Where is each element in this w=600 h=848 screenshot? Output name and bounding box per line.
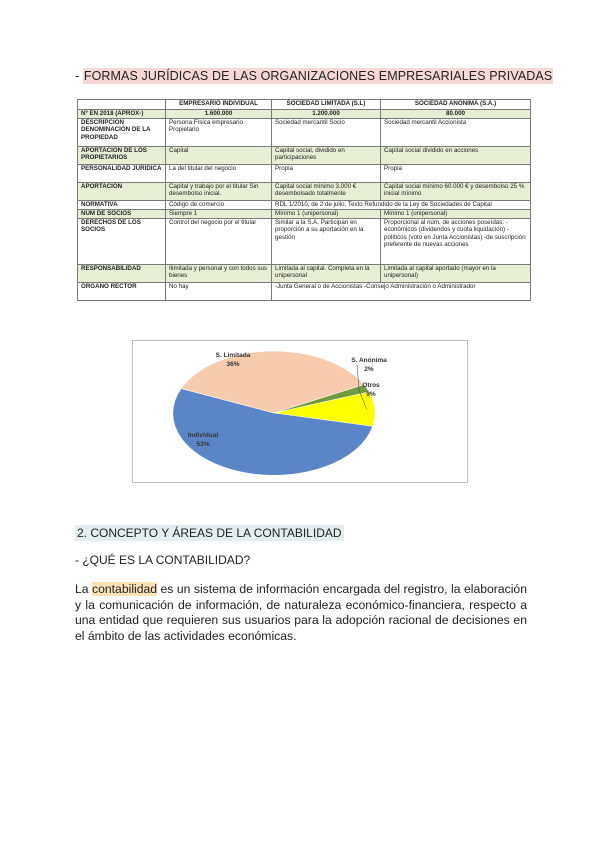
- table-cell: -Junta General o de Accionistas -Consejo Administración o Administrador: [272, 283, 531, 301]
- table-cell: Ilimitada y personal y con todos sus bienes: [166, 265, 272, 283]
- table-row: [78, 201, 531, 210]
- slice-label-name: Otros: [362, 382, 380, 389]
- table-cell: Similar a la S.A. Participan en proporción a su aportación en la gestión: [272, 219, 381, 265]
- table-row: [78, 219, 531, 265]
- table-row: [78, 110, 531, 119]
- table-cell: Propia: [272, 165, 381, 183]
- table-header-cell: EMPRESARIO INDIVIDUAL: [166, 100, 272, 110]
- slice-label-name: S. Anónima: [351, 357, 387, 364]
- table-row: [78, 210, 531, 219]
- slice-label-value: 2%: [364, 366, 374, 373]
- table-cell: Mínimo 1 (unipersonal): [381, 210, 531, 219]
- heading-prefix: -: [75, 69, 83, 83]
- table-cell: Limitada al capital. Completa en la unipersonal: [272, 265, 381, 283]
- subheading-que-es: - ¿QUÉ ES LA CONTABILIDAD?: [75, 553, 251, 567]
- legal-forms-table: [77, 99, 531, 301]
- table-cell: Sociedad mercantil Accionista: [381, 119, 531, 147]
- table-row: [78, 147, 531, 165]
- heading-text: FORMAS JURÍDICAS DE LAS ORGANIZACIONES EMPRESARIALES PRIVADAS: [83, 69, 553, 83]
- table-cell: 1.200.000: [272, 110, 381, 119]
- definition-paragraph: [75, 582, 527, 644]
- row-label: DESCRIPCIÓN DENOMINACIÓN DE LA PROPIEDAD: [78, 119, 166, 147]
- table-header-cell: SOCIEDAD LIMITADA (S.L): [272, 100, 381, 110]
- pie-chart-svg: [133, 341, 467, 482]
- table-cell: Siempre 1: [166, 210, 272, 219]
- table-cell: La del titular del negocio: [166, 165, 272, 183]
- table-cell: Proporcional al núm. de acciones poseídas: -económicos (dividendos y cuota liquidación) -políticos (voto en Junta Accionistas) -de suscripción preferente de nuevas acciones: [381, 219, 531, 265]
- table-row: [78, 119, 531, 147]
- row-label: APORTACION DE LOS PROPIETARIOS: [78, 147, 166, 165]
- table-cell: Capital social mínimo 60.000 € y desembolso 25 % inicial mínimo: [381, 183, 531, 201]
- section-heading-contabilidad: [75, 526, 344, 540]
- table-cell: No hay: [166, 283, 272, 301]
- table-cell: Mínimo 1 (unipersonal): [272, 210, 381, 219]
- table-cell: Control del negocio por el titular: [166, 219, 272, 265]
- table-cell: Persona Física empresario Propietario: [166, 119, 272, 147]
- row-label: ÓRGANO RECTOR: [78, 283, 166, 301]
- table-cell: Propia: [381, 165, 531, 183]
- paragraph-rest: es un sistema de información encargada del registro, la elaboración y la comunicación de información, de naturaleza económico-financiera, respecto a una entidad que requieren sus usuarios para la adopción racional de decisiones en el ámbito de las actividades económicas.: [75, 582, 527, 643]
- row-label: RESPONSABILIDAD: [78, 265, 166, 283]
- legal-forms-pie-chart: [132, 340, 468, 483]
- row-label: DERECHOS DE LOS SOCIOS: [78, 219, 166, 265]
- table-cell: Capital social, dividido en participaciones: [272, 147, 381, 165]
- table-cell: Capital social mínimo 3.000 € desembolsado totalmente: [272, 183, 381, 201]
- table-row: [78, 265, 531, 283]
- slice-label-value: 36%: [226, 361, 240, 368]
- table-row: [78, 165, 531, 183]
- table-cell: Código de comercio: [166, 201, 272, 210]
- section-heading-formas-juridicas: [75, 69, 553, 83]
- row-label: Nº EN 2018 (APROX-): [78, 110, 166, 119]
- table-cell: RDL 1/2010, de 2 de julio, Texto Refundido de la Ley de Sociedades de Capital: [272, 201, 531, 210]
- slice-label-value: 53%: [196, 441, 210, 448]
- table-cell: Capital: [166, 147, 272, 165]
- table-cell: 80.000: [381, 110, 531, 119]
- table-row: [78, 283, 531, 301]
- table-cell: Capital y trabajo por el titular Sin desembolso inicial.: [166, 183, 272, 201]
- table-cell: Sociedad mercantil Socio: [272, 119, 381, 147]
- row-label: NÚM DE SOCIOS: [78, 210, 166, 219]
- table-cell: Limitada al capital aportado (mayor en la unipersonal): [381, 265, 531, 283]
- table-cell: 1.600.000: [166, 110, 272, 119]
- table-header-row: [78, 100, 531, 110]
- row-label: NORMATIVA: [78, 201, 166, 210]
- highlighted-keyword: contabilidad: [92, 582, 158, 596]
- slice-label-name: S. Limitada: [215, 352, 251, 359]
- row-label: APORTACIÓN: [78, 183, 166, 201]
- heading-text: 2. CONCEPTO Y ÁREAS DE LA CONTABILIDAD: [77, 526, 342, 540]
- paragraph-start: La: [75, 582, 93, 596]
- slice-label-name: Individual: [187, 432, 219, 439]
- table-header-cell: SOCIEDAD ANONIMA (S.A.): [381, 100, 531, 110]
- slice-label-value: 9%: [366, 391, 376, 398]
- table-row: [78, 183, 531, 201]
- table-header-cell: [78, 100, 166, 110]
- table-cell: Capital social dividido en acciones: [381, 147, 531, 165]
- row-label: PERSONALIDAD JURIDICA: [78, 165, 166, 183]
